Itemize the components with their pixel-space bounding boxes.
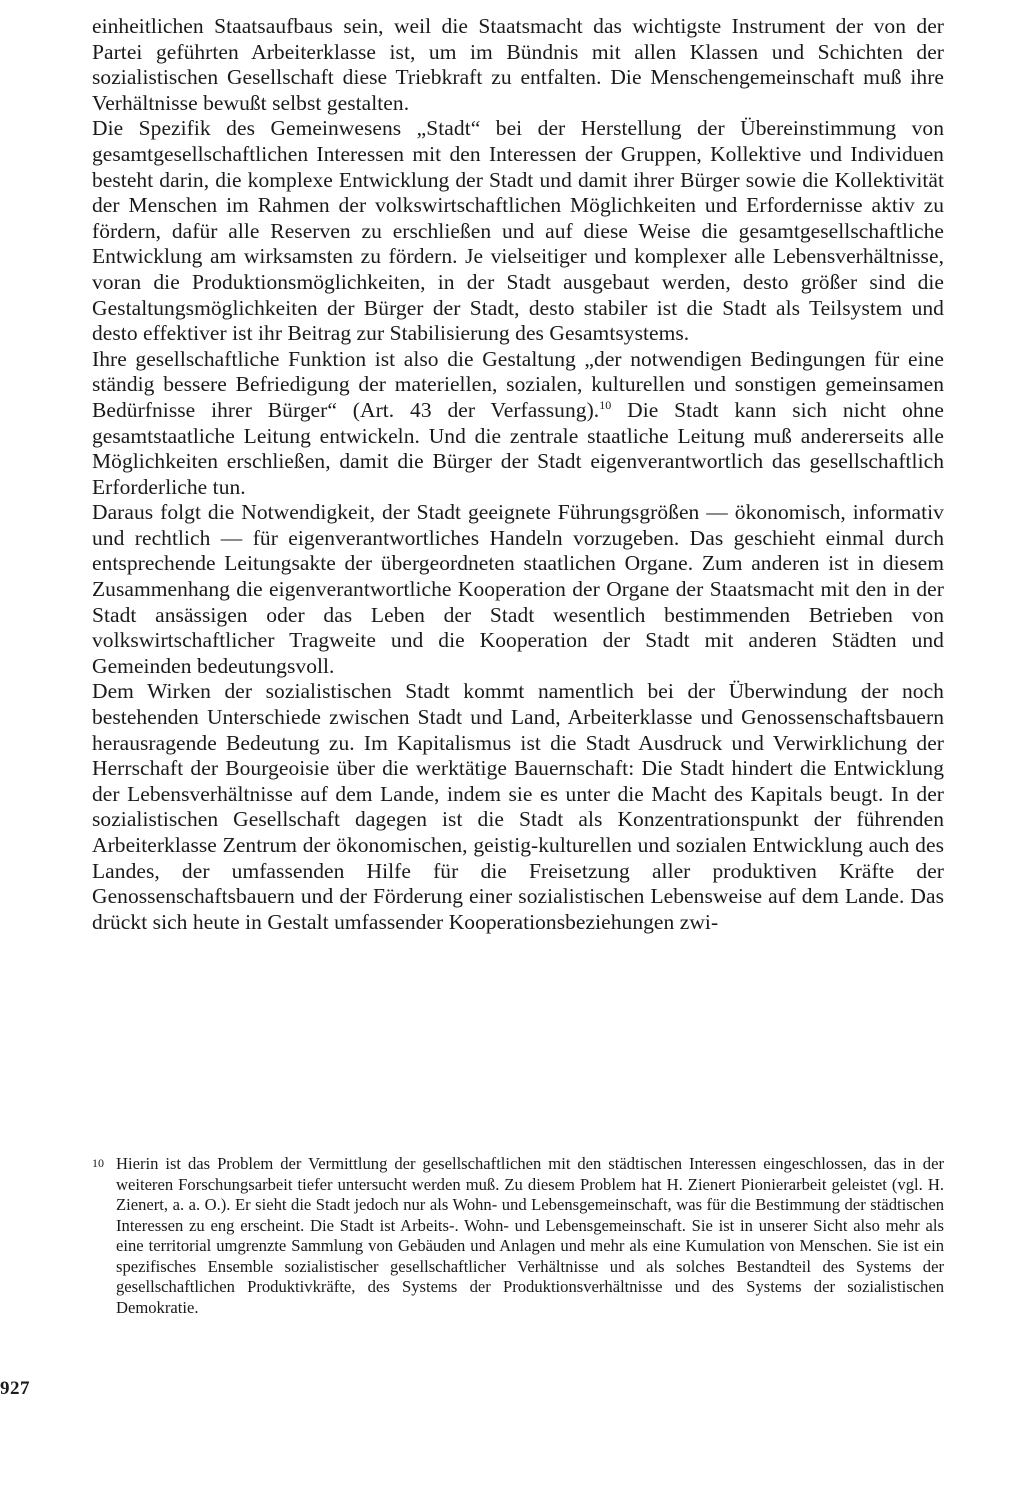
paragraph-3-part-1: Ihre gesellschaftliche Funktion ist also die Gestaltung „der notwendigen Bedingungen für eine ständig bessere Befriedigung der materiellen, sozialen, kulturellen und sonstigen gemeinsamen Bedürfnisse ihrer Bürger“ (Art. 43 der Verfassung).: [92, 346, 944, 422]
paragraph-4: Daraus folgt die Notwendigkeit, der Stadt geeignete Führungsgrößen — ökonomisch, informativ und rechtlich — für eigenverantwortliches Handeln vorzugeben. Das geschieht einmal durch entsprechende Leitungsakte der übergeordneten staatlichen Organe. Zum anderen ist in diesem Zusammenhang die eigenverantwortliche Kooperation der Organe der Staatsmacht mit den in der Stadt ansässigen oder das Leben der Stadt wesentlich bestimmenden Betrieben von volkswirtschaftlicher Tragweite und die Kooperation der Stadt mit anderen Städten und Gemeinden bedeutungsvoll.: [92, 500, 944, 678]
footnote-section: [92, 1154, 944, 1318]
footnote-10: [92, 1154, 944, 1318]
paragraph-5: Dem Wirken der sozialistischen Stadt kommt namentlich bei der Überwindung der noch bestehenden Unterschiede zwischen Stadt und Land, Arbeiterklasse und Genossenschaftsbauern herausragende Bedeutung zu. Im Kapitalismus ist die Stadt Ausdruck und Verwirklichung der Herrschaft der Bourgeoisie über die werktätige Bauernschaft: Die Stadt hindert die Entwicklung der Lebensverhältnisse auf dem Lande, indem sie es unter die Macht des Kapitals beugt. In der sozialistischen Gesellschaft dagegen ist die Stadt als Konzentrationspunkt der führenden Arbeiterklasse Zentrum der ökonomischen, geistig-kulturellen und sozialen Entwicklung auch des Landes, der umfassenden Hilfe für die Freisetzung aller produktiven Kräfte der Genossenschaftsbauern und der Förderung einer sozialistischen Lebensweise auf dem Lande. Das drückt sich heute in Gestalt umfassender Kooperationsbeziehungen zwi-: [92, 679, 944, 934]
footnote-marker: 10: [92, 1156, 104, 1170]
paragraph-2: Die Spezifik des Gemeinwesens „Stadt“ bei der Herstellung der Übereinstimmung von gesamtgesellschaftlichen Interessen mit den Interessen der Gruppen, Kollektive und Individuen besteht darin, die komplexe Entwicklung der Stadt und damit ihrer Bürger sowie die Kollektivität der Menschen im Rahmen der volkswirtschaftlichen Möglichkeiten und Erfordernisse aktiv zu fördern, dafür alle Reserven zu erschließen und auf diese Weise die gesamtgesellschaftliche Entwicklung am wirksamsten zu fördern. Je vielseitiger und komplexer alle Lebensverhältnisse, voran die Produktionsmöglichkeiten, in der Stadt ausgebaut werden, desto größer sind die Gestaltungsmöglichkeiten der Bürger der Stadt, desto stabiler ist die Stadt als Teilsystem und desto effektiver ist ihr Beitrag zur Stabilisierung des Gesamtsystems.: [92, 116, 944, 346]
footnote-reference: 10: [599, 397, 612, 412]
main-text: [92, 14, 944, 935]
footnote-text: Hierin ist das Problem der Vermittlung der gesellschaftlichen mit den städtischen Interessen eingeschlossen, das in der weiteren Forschungsarbeit tiefer untersucht werden muß. Zu diesem Problem hat H. Zienert Pionierarbeit geleistet (vgl. H. Zienert, a. a. O.). Er sieht die Stadt jedoch nur als Wohn- und Lebensgemeinschaft, was für die Bestimmung der städtischen Interessen zu eng erscheint. Die Stadt ist Arbeits-. Wohn- und Lebensgemeinschaft. Sie ist in unserer Sicht also mehr als eine territorial umgrenzte Sammlung von Gebäuden und Anlagen und mehr als eine Kumulation von Menschen. Sie ist ein spezifisches Ensemble sozialistischer gesellschaftlicher Verhältnisse und als solches Bestandteil des Systems der gesellschaftlichen Produktivkräfte, des Systems der Produktionsverhältnisse und des Systems der sozialistischen Demokratie.: [116, 1154, 944, 1317]
paragraph-3-part-2: Die Stadt kann sich nicht ohne gesamtstaatliche Leitung entwickeln. Und die zentrale staatliche Leitung muß andererseits alle Möglichkeiten erschließen, damit die Bürger der Stadt eigenverantwortlich das gesellschaftlich Erforderliche tun.: [92, 397, 944, 499]
paragraph-3: [92, 347, 944, 501]
page-number: 927: [0, 1378, 30, 1399]
paragraph-1: einheitlichen Staatsaufbaus sein, weil die Staatsmacht das wichtigste Instrument der von der Partei geführten Arbeiterklasse ist, um im Bündnis mit allen Klassen und Schichten der sozialistischen Gesellschaft diese Triebkraft zu entfalten. Die Menschengemeinschaft muß ihre Verhältnisse bewußt selbst gestalten.: [92, 14, 944, 115]
